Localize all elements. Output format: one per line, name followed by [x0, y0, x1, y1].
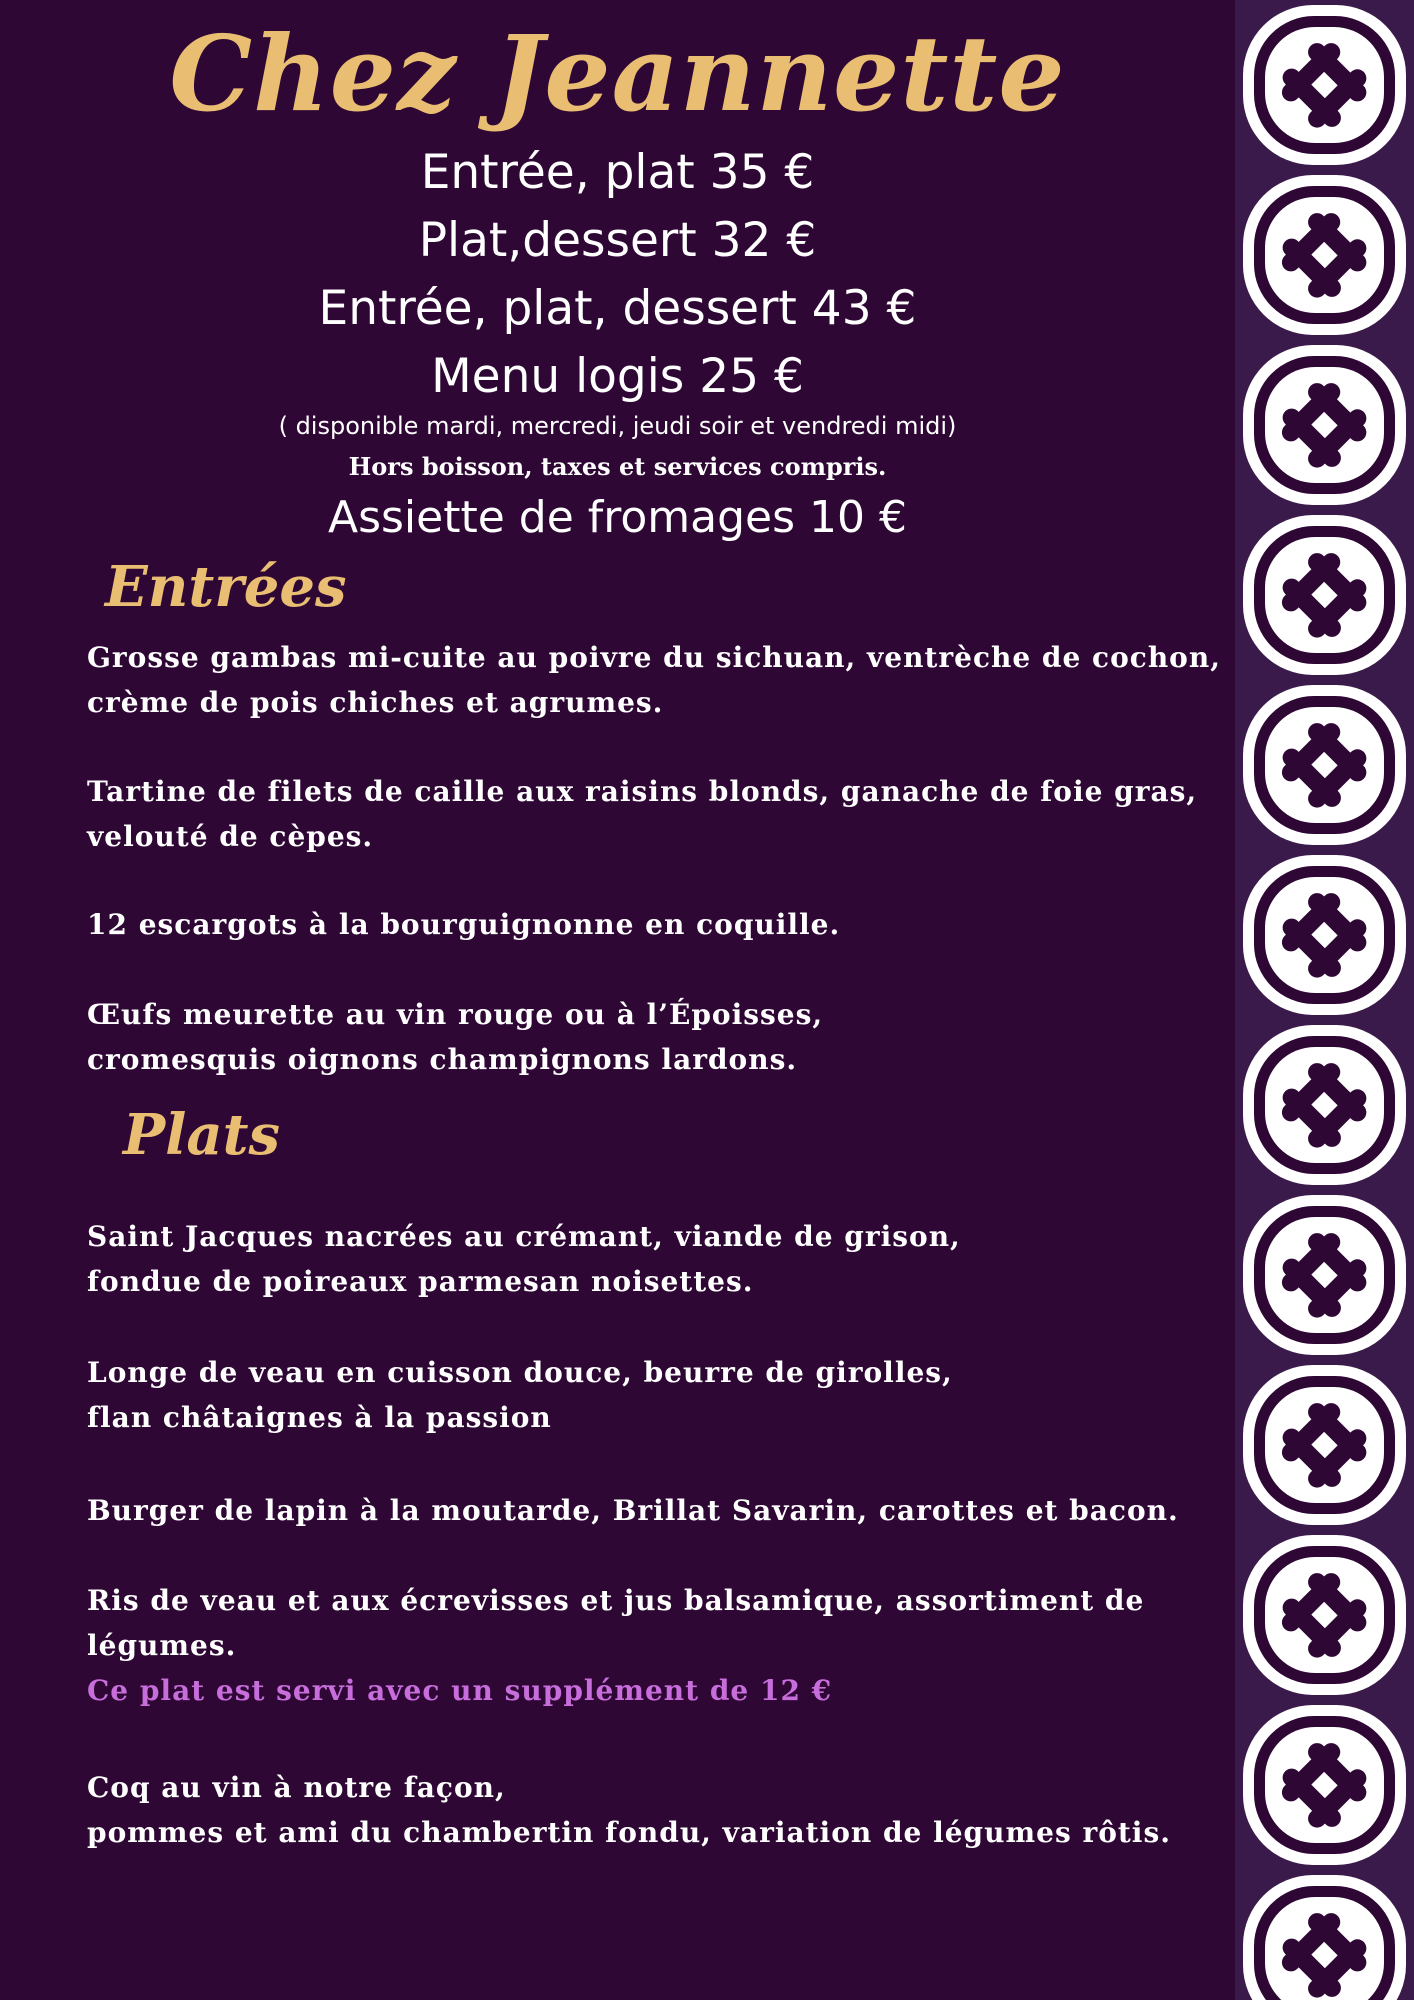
celtic-knot-icon: [1235, 680, 1414, 850]
entree-item-line: Œufs meurette au vin rouge ou à l’Époisses,: [87, 998, 824, 1031]
menu-logis-availability: ( disponible mardi, mercredi, jeudi soir et vendredi midi): [278, 412, 957, 440]
entree-item: [87, 769, 1198, 859]
plat-item: [87, 1214, 1187, 1304]
celtic-knot-icon: [1235, 510, 1414, 680]
entree-item-line: crème de pois chiches et agrumes.: [87, 686, 664, 719]
plat-item-line: Longe de veau en cuisson douce, beurre de girolles,: [87, 1356, 953, 1389]
entree-item-line: Grosse gambas mi-cuite au poivre du sichuan, ventrèche de cochon,: [87, 641, 1221, 674]
celtic-knot-icon: [1235, 0, 1414, 170]
entree-item-line: velouté de cèpes.: [87, 820, 374, 853]
celtic-knot-icon: [1235, 1360, 1414, 1530]
burger-lead: Burger: [87, 1494, 204, 1527]
plat-item: [87, 1765, 1187, 1855]
entree-item-line: 12 escargots à la bourguignonne en coquille.: [87, 908, 841, 941]
plat-item-line: pommes et ami du chambertin fondu, variation de légumes rôtis.: [87, 1816, 1171, 1849]
plat-item-line: fondue de poireaux parmesan noisettes.: [87, 1265, 754, 1298]
plat-item: [87, 1488, 1187, 1533]
section-title-plats: Plats: [123, 1102, 281, 1168]
plat-item-line: Coq au vin à notre façon,: [87, 1771, 506, 1804]
entree-item: [87, 902, 1187, 947]
price-entree-plat: Entrée, plat 35 €: [420, 145, 815, 200]
supplement-note: Ce plat est servi avec un supplément de 12 €: [87, 1674, 833, 1707]
entree-item: [87, 992, 1187, 1082]
entree-item-line: Tartine de filets de caille aux raisins blonds, ganache de foie gras,: [87, 775, 1198, 808]
taxes-note: Hors boisson, taxes et services compris.: [348, 452, 887, 481]
plat-item-line: légumes.: [87, 1629, 237, 1662]
price-menu-logis: Menu logis 25 €: [431, 349, 804, 404]
section-title-entrees: Entrées: [105, 554, 347, 620]
plat-item: [87, 1350, 1187, 1440]
price-entree-plat-dessert: Entrée, plat, dessert 43 €: [318, 281, 917, 336]
entree-item: [87, 635, 1221, 725]
plat-item-line: flan châtaignes à la passion: [87, 1401, 552, 1434]
celtic-knot-icon: [1235, 1020, 1414, 1190]
celtic-knot-icon: [1235, 1530, 1414, 1700]
decorative-border: [1235, 0, 1414, 2000]
plat-item: [87, 1578, 1187, 1713]
restaurant-name: Chez Jeannette: [169, 12, 1066, 135]
celtic-knot-icon: [1235, 850, 1414, 1020]
plat-item-line: Saint Jacques nacrées au crémant, viande de grison,: [87, 1220, 961, 1253]
burger-description: de lapin à la moutarde, Brillat Savarin, carottes et bacon.: [203, 1494, 1179, 1527]
celtic-knot-icon: [1235, 340, 1414, 510]
celtic-knot-icon: [1235, 1190, 1414, 1360]
entree-item-line: cromesquis oignons champignons lardons.: [87, 1043, 798, 1076]
price-plat-dessert: Plat,dessert 32 €: [418, 213, 817, 268]
plat-item-line: [87, 1488, 1187, 1533]
price-cheese-plate: Assiette de fromages 10 €: [327, 492, 908, 543]
celtic-knot-icon: [1235, 170, 1414, 340]
plat-item-line: Ris de veau et aux écrevisses et jus balsamique, assortiment de: [87, 1584, 1145, 1617]
celtic-knot-icon: [1235, 1700, 1414, 1870]
celtic-knot-icon: [1235, 1870, 1414, 2000]
